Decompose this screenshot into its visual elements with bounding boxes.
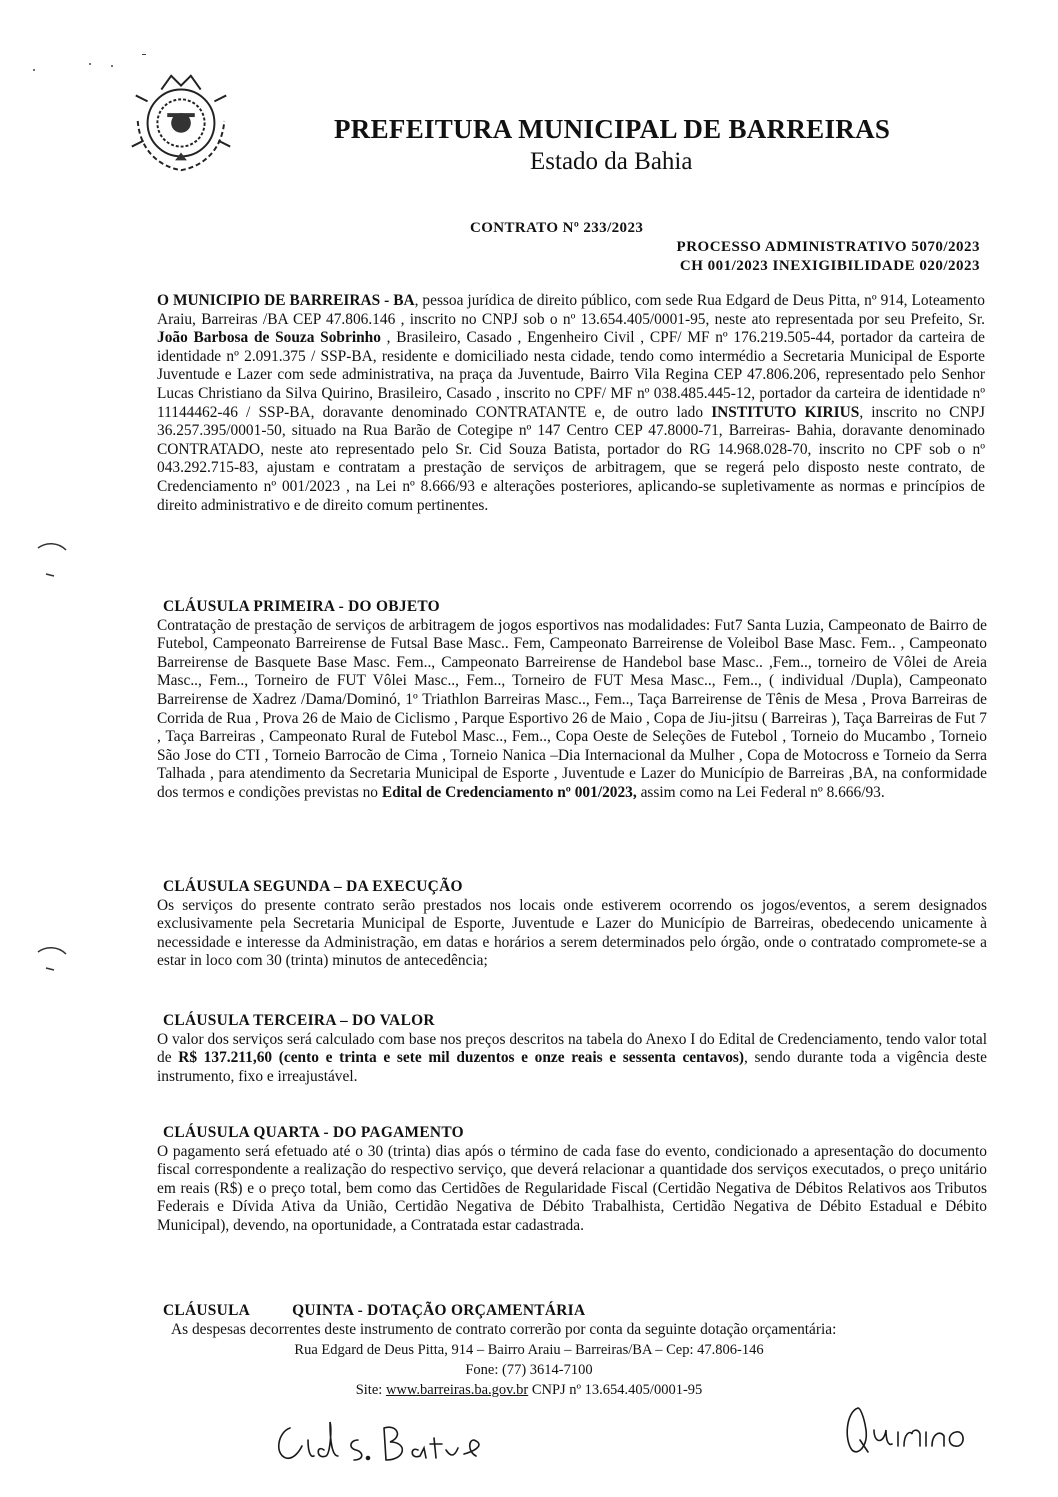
footer-phone: Fone: (77) 3614-7100 [465, 1362, 593, 1378]
page-footer [0, 1340, 1058, 1400]
contracted-institute: INSTITUTO KIRIUS [711, 403, 860, 421]
clause-second-body: Os serviços do presente contrato serão prestados nos locais onde estiverem ocorrendo os jogos/eventos, a serem designados exclusivamente pela Secretaria Municipal de Esporte, Juventude e Lazer do Município de Barreiras, obedecendo unicamente à necessidade e interesse da Administração, em datas e horários a serem determinados pelo órgão, onde o contratado compromete-se a estar in loco com 30 (trinta) minutos de antecedência; [157, 896, 987, 970]
clause-second-title: CLÁUSULA SEGUNDA – DA EXECUÇÃO [163, 878, 463, 895]
contract-amount: R$ 137.211,60 (cento e trinta e sete mil duzentos e onze reais e sessenta centavos) [178, 1049, 745, 1067]
clause-second [157, 878, 987, 971]
state-subtitle: Estado da Bahia [530, 148, 693, 175]
clause-third-text-a: O valor dos serviços será calculado com base nos preços descritos na tabela do Anexo I do Edital de Credenciamento, tendo valor total de [157, 1030, 987, 1067]
site-link[interactable]: www.barreiras.ba.gov.br [385, 1382, 529, 1398]
footer-site-label: Site: [355, 1382, 386, 1398]
mayor-name: João Barbosa de Souza Sobrinho [157, 329, 381, 347]
clause-fifth-title-a: CLÁUSULA [163, 1302, 251, 1319]
contract-number: CONTRATO Nº 233/2023 [470, 220, 644, 236]
clause-fourth-title: CLÁUSULA QUARTA - DO PAGAMENTO [163, 1124, 464, 1141]
binding-mark-lower [34, 944, 74, 974]
municipality-title: PREFEITURA MUNICIPAL DE BARREIRAS [334, 114, 891, 144]
clause-first-text-a: Contratação de prestação de serviços de arbitragem de jogos esportivos nas modalidades: Fut7 Santa Luzia, Campeonato de Bairro de Futebol, Campeonato Barreirense de Futsal Base Masc.. Fem, Campeonato Barreirense de Voleibol Base Masc. Fem.. , Campeonato Barreirense de Basquete Base Masc. Fem.., Campeonato Barreirense de Handebol base Masc.. ,Fem.., torneiro de Vôlei de Areia Masc.., Fem.., Torneiro de FUT Vôlei Masc.., Fem.., Torneiro de FUT Mesa Masc.., Fem.., ( individual /Dupla), Campeonato Barreirense de Xadrez /Dama/Dominó, 1º Triathlon Barreiras Masc.., Fem.., Taça Barreirense de Tênis de Mesa , Prova Barreiras de Corrida de Rua , Prova 26 de Maio de Ciclismo , Parque Esportivo 26 de Maio , Copa de Jiu-jitsu ( Barreiras ), Taça Barreiras de Fut 7 , Taça Barreiras , Campeonato Rural de Futebol Masc.., Fem.., Copa Oeste de Seleções de Futebol , Torneio do Mucambo , Torneio São Jose do CTI , Torneio Barrocão de Cima , Torneio Nanica –Dia Internacional da Mulher , Copa de Motocross e Torneio da Serra Talhada , para atendimento da Secretaria Municipal de Esporte , Juventude e Lazer do Município de Barreiras ,BA, na conformidade dos termos e condições previstas no [157, 616, 987, 801]
clause-third-text-b: , sendo durante toda a vigência deste instrumento, fixo e irreajustável. [157, 1049, 988, 1085]
footer-cnpj: CNPJ nº 13.654.405/0001-95 [528, 1382, 703, 1398]
footer-address: Rua Edgard de Deus Pitta, 914 – Bairro Araiu – Barreiras/BA – Cep: 47.806-146 [294, 1342, 764, 1358]
clause-fifth-title [163, 1302, 987, 1321]
edital-reference: Edital de Credenciamento nº 001/2023, [381, 783, 637, 801]
preamble-text-a: , pessoa jurídica de direito público, com sede Rua Edgard de Deus Pitta, nº 914, Loteamento Araiu, Barreiras /BA CEP 47.806.146 , inscrito no CNPJ sob o nº 13.654.405/0001-95, neste ato representada por seu Prefeito, Sr. [157, 292, 985, 328]
preamble-text-b: , Brasileiro, Casado , Engenheiro Civil , CPF/ MF nº 176.219.505-44, portador da carteira de identidade nº 2.091.375 / SSP-BA, residente e domiciliado nesta cidade, tendo como intermédio a Secretaria Municipal de Esporte Juventude e Lazer com sede administrativa, na praça da Juventude, Bairro Vila Regina CEP 47.806.206, representado pelo Senhor Lucas Christiano da Silva Quirino, Brasileiro, Casado , inscrito no CPF/ MF nº 038.485.445-12, portador da carteira de identidade nº 11144462-46 / SSP-BA, doravante denominado CONTRATANTE e, de outro lado [157, 329, 985, 421]
clause-first [157, 598, 987, 803]
clause-fifth-body: As despesas decorrentes deste instrumento de contrato correrão por conta da seguinte dotação orçamentária: [171, 1320, 837, 1338]
clause-fifth-title-b: QUINTA - DOTAÇÃO ORÇAMENTÁRIA [292, 1302, 586, 1319]
preamble-paragraph [157, 292, 985, 515]
signature-contracted [268, 1410, 488, 1470]
clause-third-title: CLÁUSULA TERCEIRA – DO VALOR [163, 1012, 435, 1029]
inexigibility-number: CH 001/2023 INEXIGIBILIDADE 020/2023 [679, 258, 980, 274]
clause-first-title: CLÁUSULA PRIMEIRA - DO OBJETO [163, 598, 440, 615]
process-info [677, 238, 980, 276]
clause-fifth [157, 1302, 987, 1339]
preamble-text-c: , inscrito no CNPJ 36.257.395/0001-50, situado na Rua Barão de Cotegipe nº 147 Centro CEP 47.8000-71, Barreiras- Bahia, doravante denominado CONTRATADO, neste ato representado pelo Sr. Cid Souza Batista, portador do RG 14.968.028-70, inscrito no CPF sob o nº 043.292.715-83, ajustam e contratam a prestação de serviços de arbitragem, que se regerá pelo disposto neste contrato, de Credenciamento nº 001/2023 , na Lei nº 8.666/93 e alterações posteriores, aplicando-se supletivamente as normas e princípios de direito administrativo e de direito comum pertinentes. [157, 403, 986, 514]
clause-first-text-b: assim como na Lei Federal nº 8.666/93. [636, 783, 885, 801]
scan-specks [30, 50, 160, 80]
signature-secretary [838, 1400, 988, 1460]
clause-third [157, 1012, 987, 1086]
clause-fourth-body: O pagamento será efetuado até o 30 (trinta) dias após o término de cada fase do evento, condicionado a apresentação do documento fiscal correspondente a realização do respectivo serviço, que deverá relacionar a quantidade dos serviços executados, o preço unitário em reais (R$) e o preço total, bem como das Certidões de Regularidade Fiscal (Certidão Negativa de Débitos Relativos aos Tributos Federais e Dívida Ativa da União, Certidão Negativa de Débito Trabalhista, Certidão Negativa de Débito Estadual e Débito Municipal), devendo, na oportunidade, a Contratada estar cadastrada. [157, 1142, 987, 1234]
footer-site-line [0, 1380, 1058, 1400]
municipality-party: O MUNICIPIO DE BARREIRAS - BA [157, 292, 415, 309]
administrative-process: PROCESSO ADMINISTRATIVO 5070/2023 [676, 239, 980, 255]
clause-fourth [157, 1124, 987, 1236]
clause-first-body [157, 617, 987, 803]
clause-third-body [157, 1031, 987, 1087]
binding-mark-upper [34, 540, 74, 580]
